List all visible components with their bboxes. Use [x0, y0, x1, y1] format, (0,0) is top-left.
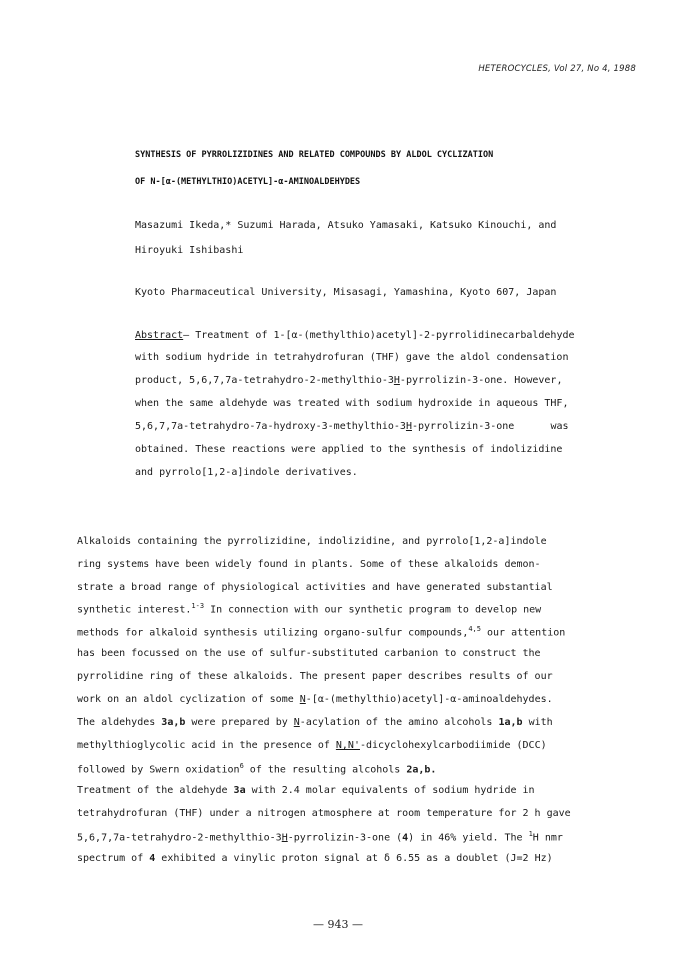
body-line: has been focussed on the use of sulfur-substituted carbanion to construct the: [77, 648, 541, 659]
body-line: tetrahydrofuran (THF) under a nitrogen atmosphere at room temperature for 2 h gave: [77, 808, 571, 819]
abstract-line: with sodium hydride in tetrahydrofuran (THF) gave the aldol condensation: [135, 352, 569, 363]
abstract-line: when the same aldehyde was treated with sodium hydroxide in aqueous THF,: [135, 398, 569, 409]
body-line: methylthioglycolic acid in the presence of N,N'-dicyclohexylcarbodiimide (DCC): [77, 740, 547, 751]
abstract-line: product, 5,6,7,7a-tetrahydro-2-methylthio-3H-pyrrolizin-3-one. However,: [135, 375, 563, 386]
body-line: 5,6,7,7a-tetrahydro-2-methylthio-3H-pyrrolizin-3-one (4) in 46% yield. The $^1$H nmr: [77, 830, 563, 844]
abstract-line: Abstract– Treatment of 1-[α-(methylthio)acetyl]-2-pyrrolidinecarbaldehyde: [135, 330, 575, 341]
body-line: Treatment of the aldehyde 3a with 2.4 molar equivalents of sodium hydride in: [77, 785, 535, 796]
body-line: ring systems have been widely found in plants. Some of these alkaloids demon-: [77, 559, 541, 570]
body-line: Alkaloids containing the pyrrolizidine, indolizidine, and pyrrolo[1,2-a]indole: [77, 536, 547, 547]
body-line: spectrum of 4 exhibited a vinylic proton signal at δ 6.55 as a doublet (J=2 Hz): [77, 853, 553, 864]
body-line: followed by Swern oxidation$^6$ of the resulting alcohols 2a,b.: [77, 762, 437, 776]
affiliation: Kyoto Pharmaceutical University, Misasagi, Yamashina, Kyoto 607, Japan: [135, 287, 557, 298]
abstract-label: Abstract: [135, 330, 184, 341]
body-line: pyrrolidine ring of these alkaloids. The present paper describes results of our: [77, 671, 553, 682]
abstract-line: 5,6,7,7a-tetrahydro-7a-hydroxy-3-methylthio-3H-pyrrolizin-3-one was: [135, 421, 569, 432]
paper-title-line-1: SYNTHESIS OF PYRROLIZIDINES AND RELATED COMPOUNDS BY ALDOL CYCLIZATION: [135, 150, 494, 160]
authors-line-1: Masazumi Ikeda,* Suzumi Harada, Atsuko Yamasaki, Katsuko Kinouchi, and: [135, 220, 557, 231]
page-number: — 943 —: [313, 918, 363, 931]
journal-header: HETEROCYCLES, Vol 27, No 4, 1988: [478, 64, 636, 74]
body-line: strate a broad range of physiological activities and have generated substantial: [77, 582, 553, 593]
body-line: synthetic interest.$^{1-3}$ In connection with our synthetic program to develop new: [77, 602, 542, 616]
paper-title-line-2: OF N-[α-(METHYLTHIO)ACETYL]-α-AMINOALDEHYDES: [135, 177, 361, 187]
body-line: methods for alkaloid synthesis utilizing organo-sulfur compounds,$^{4,5}$ our attention: [77, 625, 566, 639]
authors-line-2: Hiroyuki Ishibashi: [135, 245, 244, 256]
body-line: work on an aldol cyclization of some N-[α-(methylthio)acetyl]-α-aminoaldehydes.: [77, 694, 553, 705]
abstract-line: obtained. These reactions were applied to the synthesis of indolizidine: [135, 444, 563, 455]
body-line: The aldehydes 3a,b were prepared by N-acylation of the amino alcohols 1a,b with: [77, 717, 553, 728]
abstract-line: and pyrrolo[1,2-a]indole derivatives.: [135, 467, 358, 478]
